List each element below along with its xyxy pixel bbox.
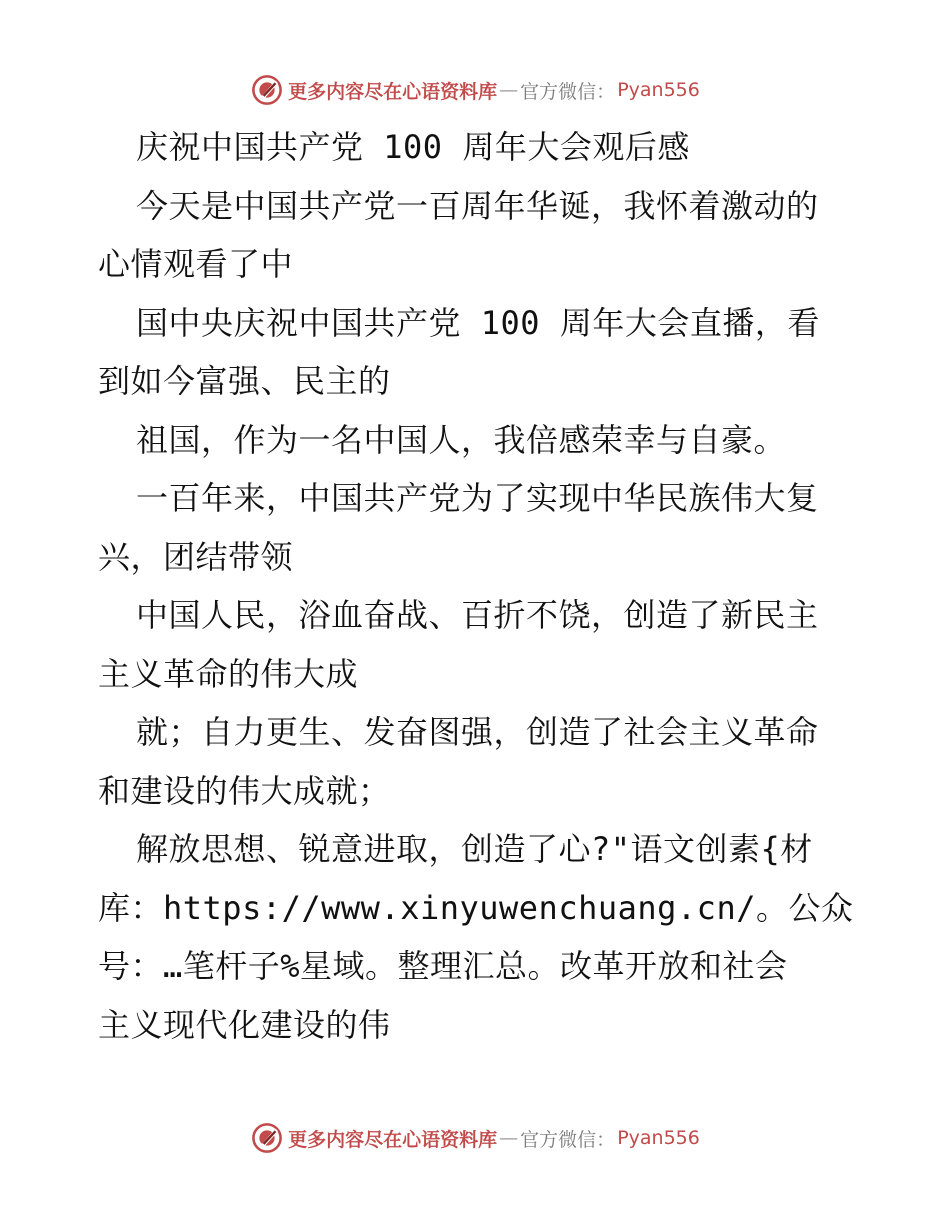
text-line: 就；自力更生、发奋图强，创造了社会主义革命 <box>136 713 819 751</box>
banner-wechat-label: 官方微信： <box>520 1128 616 1151</box>
brand-logo-icon <box>250 1121 284 1155</box>
brand-logo-icon <box>250 73 284 107</box>
text-line: 库：https://www.xinyuwenchuang.cn/。公众 <box>98 888 854 927</box>
text-line: 兴，团结带领 <box>98 537 294 576</box>
document-body <box>98 118 858 1054</box>
text-line: 中国人民，浴血奋战、百折不饶，创造了新民主 <box>136 596 819 634</box>
banner-text: 更多内容尽在心语资料库 <box>288 80 498 103</box>
text-line: 一百年来，中国共产党为了实现中华民族伟大复 <box>136 479 819 517</box>
text-line: 今天是中国共产党一百周年华诞，我怀着激动的 <box>136 186 819 225</box>
text-line: 心情观看了中 <box>98 245 294 283</box>
footer-banner <box>0 1118 950 1158</box>
banner-wechat-id: Pyan556 <box>617 1127 700 1149</box>
text-line: 主义革命的伟大成 <box>98 654 359 693</box>
text-line: 和建设的伟大成就； <box>98 771 391 810</box>
banner-dash: — <box>499 79 519 101</box>
text-line: 到如今富强、民主的 <box>98 362 391 400</box>
banner-dash: — <box>499 1127 519 1149</box>
banner-wechat-id: Pyan556 <box>617 79 700 101</box>
document-title: 庆祝中国共产党 100 周年大会观后感 <box>136 128 690 166</box>
banner-wechat-label: 官方微信： <box>520 80 616 103</box>
text-line: 国中央庆祝中国共产党 100 周年大会直播，看 <box>136 303 820 342</box>
text-line: 主义现代化建设的伟 <box>98 1005 391 1044</box>
banner-text: 更多内容尽在心语资料库 <box>288 1128 498 1151</box>
header-banner <box>0 70 950 110</box>
text-line: 解放思想、锐意进取，创造了心?"语文创素{材 <box>136 830 813 868</box>
text-line: 号：…笔杆子%星域。整理汇总。改革开放和社会 <box>98 947 788 985</box>
text-line: 祖国，作为一名中国人，我倍感荣幸与自豪。 <box>136 420 787 459</box>
